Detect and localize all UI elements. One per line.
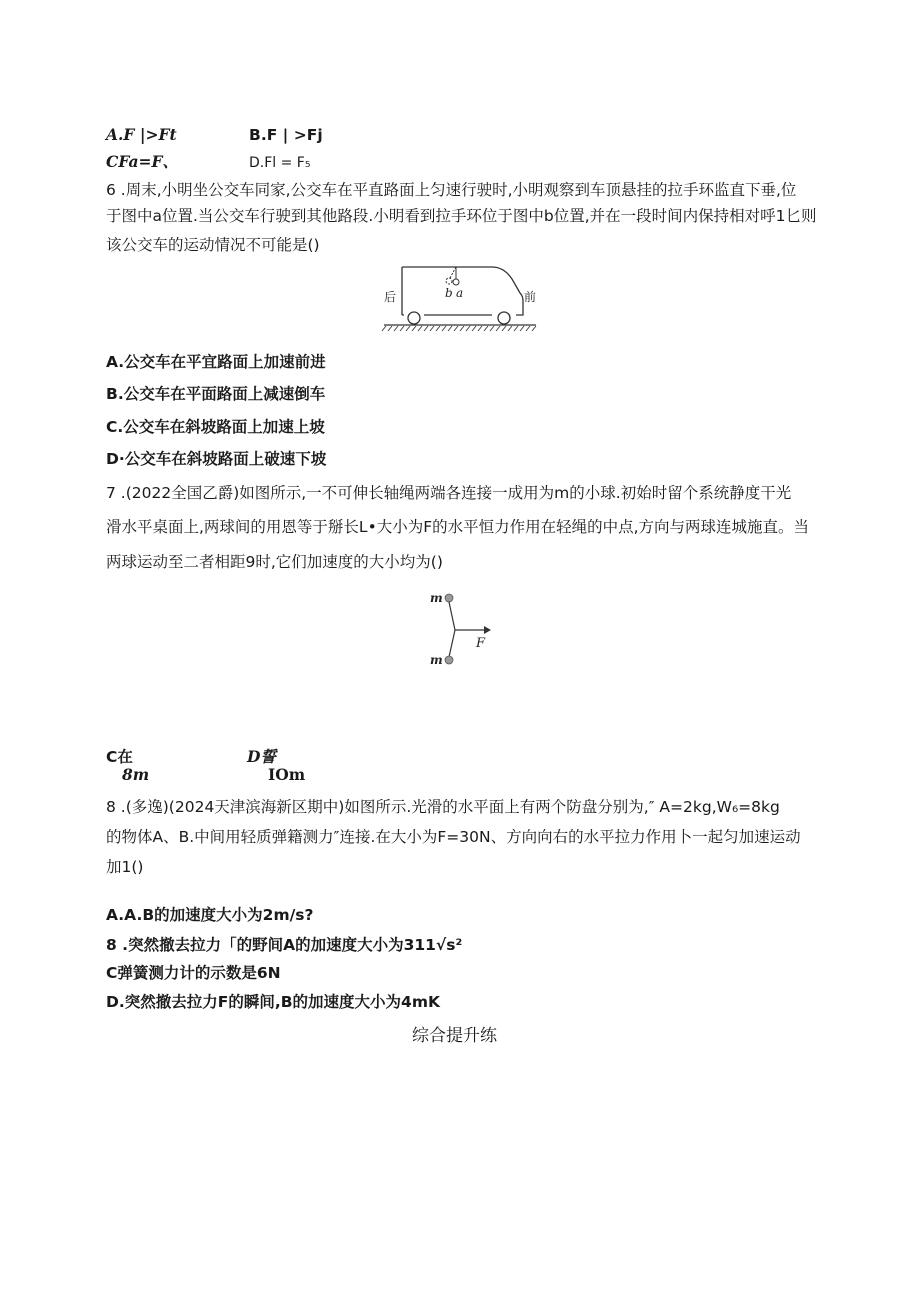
q7-option-d-top: D誓: [247, 747, 276, 766]
ring-a: [453, 279, 459, 285]
top-ball: [445, 594, 453, 602]
bottom-ball: [445, 656, 453, 664]
label-ring-a: a: [456, 286, 464, 300]
q7-stem-line3: 两球运动至二者相距9时,它们加速度的大小均为(): [106, 553, 443, 571]
q6-stem-line1: 6 .周末,小明坐公交车同家,公交车在平直路面上匀速行驶时,小明观察到车顶悬挂的拉手环监直下垂,位: [106, 181, 797, 199]
q8-option-b: 8 .突然撤去拉力「的野间A的加速度大小为311√s²: [106, 936, 463, 954]
q5-option-b: B.F | >Fj: [249, 126, 323, 144]
label-force: F: [476, 636, 486, 651]
q7-stem-line2: 滑水平桌面上,两球间的用恩等于掰长L•大小为F的水平恒力作用在轻绳的中点,方向与两球连城施直。当: [106, 518, 810, 536]
two-balls-figure: [424, 585, 496, 669]
q5-option-d: D.Fl = F₅: [249, 155, 311, 171]
q6-option-a: A.公交车在平宜路面上加速前进: [106, 353, 326, 371]
ground-hatching: [382, 326, 536, 331]
q6-stem-line3: 该公交车的运动情况不可能是(): [106, 236, 320, 254]
rope: [449, 602, 455, 657]
label-top-mass: m: [430, 591, 443, 605]
strap-b: [450, 267, 456, 278]
q6-stem-line2: 于图中a位置.当公交车行驶到其他路段.小明看到拉手环位于图中b位置,并在一段时间内保持相对呼1匕则: [106, 207, 817, 225]
q7-option-d-bottom: IOm: [268, 765, 306, 784]
bus-figure: [380, 263, 540, 335]
q6-option-d: D·公交车在斜坡路面上破速下坡: [106, 450, 327, 468]
q8-stem-line1: 8 .(多逸)(2024天津滨海新区期中)如图所示.光滑的水平面上有两个防盘分别为,″ A=2kg,W₆=8kg: [106, 798, 780, 816]
q7-option-c-top: C在: [106, 748, 133, 766]
label-front: 前: [524, 290, 537, 304]
force-arrowhead: [484, 626, 491, 634]
label-bottom-mass: m: [430, 653, 443, 667]
q8-option-d: D.突然撤去拉力F的瞬间,B的加速度大小为4mK: [106, 993, 440, 1011]
ring-b: [446, 278, 452, 284]
q5-option-a: A.F |>Ft: [106, 125, 177, 144]
q6-option-b: B.公交车在平面路面上减速倒车: [106, 385, 326, 403]
rear-wheel: [408, 312, 420, 324]
label-rear: 后: [384, 290, 397, 304]
q8-option-a: A.A.B的加速度大小为2m/s?: [106, 906, 314, 924]
q7-stem-line1: 7 .(2022全国乙爵)如图所示,一不可伸长轴绳两端各连接一成用为m的小球.初始时留个系统静度干光: [106, 484, 792, 502]
label-ring-b: b: [445, 286, 453, 300]
section-title: 综合提升练: [412, 1026, 497, 1046]
q8-stem-line3: 加1(): [106, 858, 144, 876]
q7-option-c-bottom: 8m: [122, 765, 150, 784]
q8-option-c: C弹簧测力计的示数是6N: [106, 964, 281, 982]
q8-stem-line2: 的物体A、B.中间用轻质弹籍测力″连接.在大小为F=30N、方向向右的水平拉力作用卜一起匀加速运动: [106, 828, 801, 846]
q6-option-c: C.公交车在斜坡路面上加速上坡: [106, 418, 325, 436]
front-wheel: [498, 312, 510, 324]
q5-option-c: CFa=F、: [106, 152, 179, 171]
